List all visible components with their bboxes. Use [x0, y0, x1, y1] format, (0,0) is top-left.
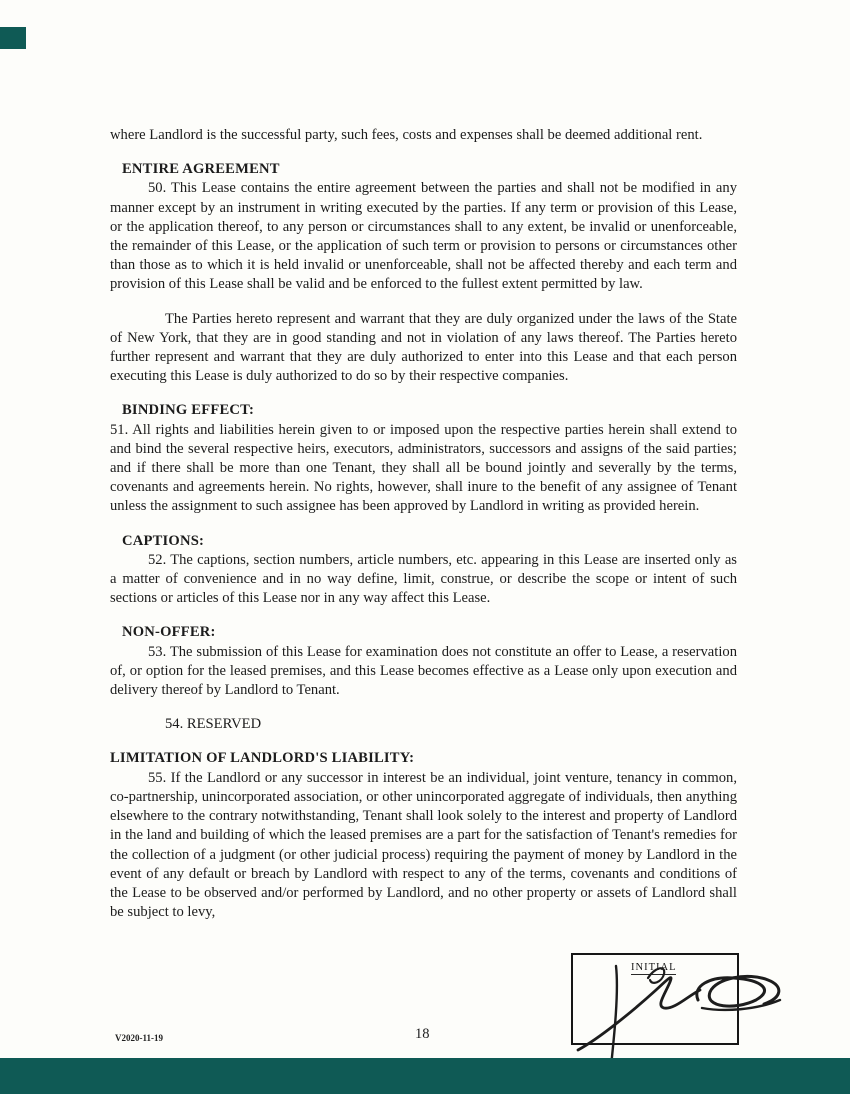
clause-54-reserved: 54. RESERVED: [165, 716, 262, 733]
clause-52-text: 52. The captions, section numbers, article numbers, etc. appearing in this Lease are inserted only as a matter of convenience and in no way define, limit, construe, or describe the scope or intent of such sections or articles of this Lease nor in any way affect this Lease.: [110, 551, 737, 607]
section-heading-non-offer: NON-OFFER:: [122, 624, 216, 641]
clause-50-warranty-text: The Parties hereto represent and warrant that they are duly organized under the laws of the State of New York, that they are in good standing and not in violation of any laws thereof. The Parties hereto further represent and warrant that they are duly authorized to enter into this Lease and that each person executing this Lease is duly authorized to do so by their respective companies.: [110, 310, 737, 385]
clause-51-text: 51. All rights and liabilities herein given to or imposed upon the respective parties herein shall extend to and bind the several respective heirs, executors, administrators, successors and assigns of the said parties; and if there shall be more than one Tenant, they shall all be bound jointly and severally by the terms, covenants and agreements herein. No rights, however, shall inure to the benefit of any assignee of Tenant unless the assignment to such assignee has been approved by Landlord in writing as provided herein.: [110, 421, 737, 515]
section-heading-entire-agreement: ENTIRE AGREEMENT: [122, 161, 280, 178]
document-version-label: V2020-11-19: [115, 1033, 163, 1043]
section-heading-binding-effect: BINDING EFFECT:: [122, 402, 255, 419]
initial-signature-box: [571, 953, 739, 1045]
section-heading-captions: CAPTIONS:: [122, 532, 205, 549]
scan-artifact-bottom-band: [0, 1058, 850, 1094]
clause-50-text: 50. This Lease contains the entire agreement between the parties and shall not be modified in any manner except by an instrument in writing executed by the parties. If any term or provision of this Lease, or the application thereof, to any person or circumstances shall to any extent, be invalid or unenforceable, the remainder of this Lease, or the application of such term or provision to persons or circumstances other than those as to which it is held invalid or unenforceable, shall not be affected thereby and each term and provision of this Lease shall be valid and be enforced to the fullest extent permitted by law.: [110, 180, 737, 293]
initial-label: INITIAL: [631, 962, 677, 973]
section-heading-limitation-of-landlords-liability: LIMITATION OF LANDLORD'S LIABILITY:: [110, 750, 415, 767]
page-number: 18: [415, 1026, 430, 1042]
clause-55-text: 55. If the Landlord or any successor in interest be an individual, joint venture, tenancy in common, co-partnership, unincorporated association, or other unincorporated aggregate of individuals, then anything elsewhere to the contrary notwithstanding, Tenant shall look solely to the interest and property of Landlord in the land and building of which the leased premises are a part for the satisfaction of Tenant's remedies for the collection of a judgment (or other judicial process) requiring the payment of money by Landlord in the event of any default or breach by Landlord with respect to any of the terms, covenants and conditions of the Lease to be observed and/or performed by Landlord, and no other property or assets of Landlord shall be subject to levy,: [110, 769, 737, 921]
clause-53-text: 53. The submission of this Lease for examination does not constitute an offer to Lease, a reservation of, or option for the leased premises, and this Lease becomes effective as a Lease only upon execution and delivery thereof by Landlord to Tenant.: [110, 643, 737, 699]
paragraph-continuation: where Landlord is the successful party, such fees, costs and expenses shall be deemed additional rent.: [110, 127, 703, 143]
